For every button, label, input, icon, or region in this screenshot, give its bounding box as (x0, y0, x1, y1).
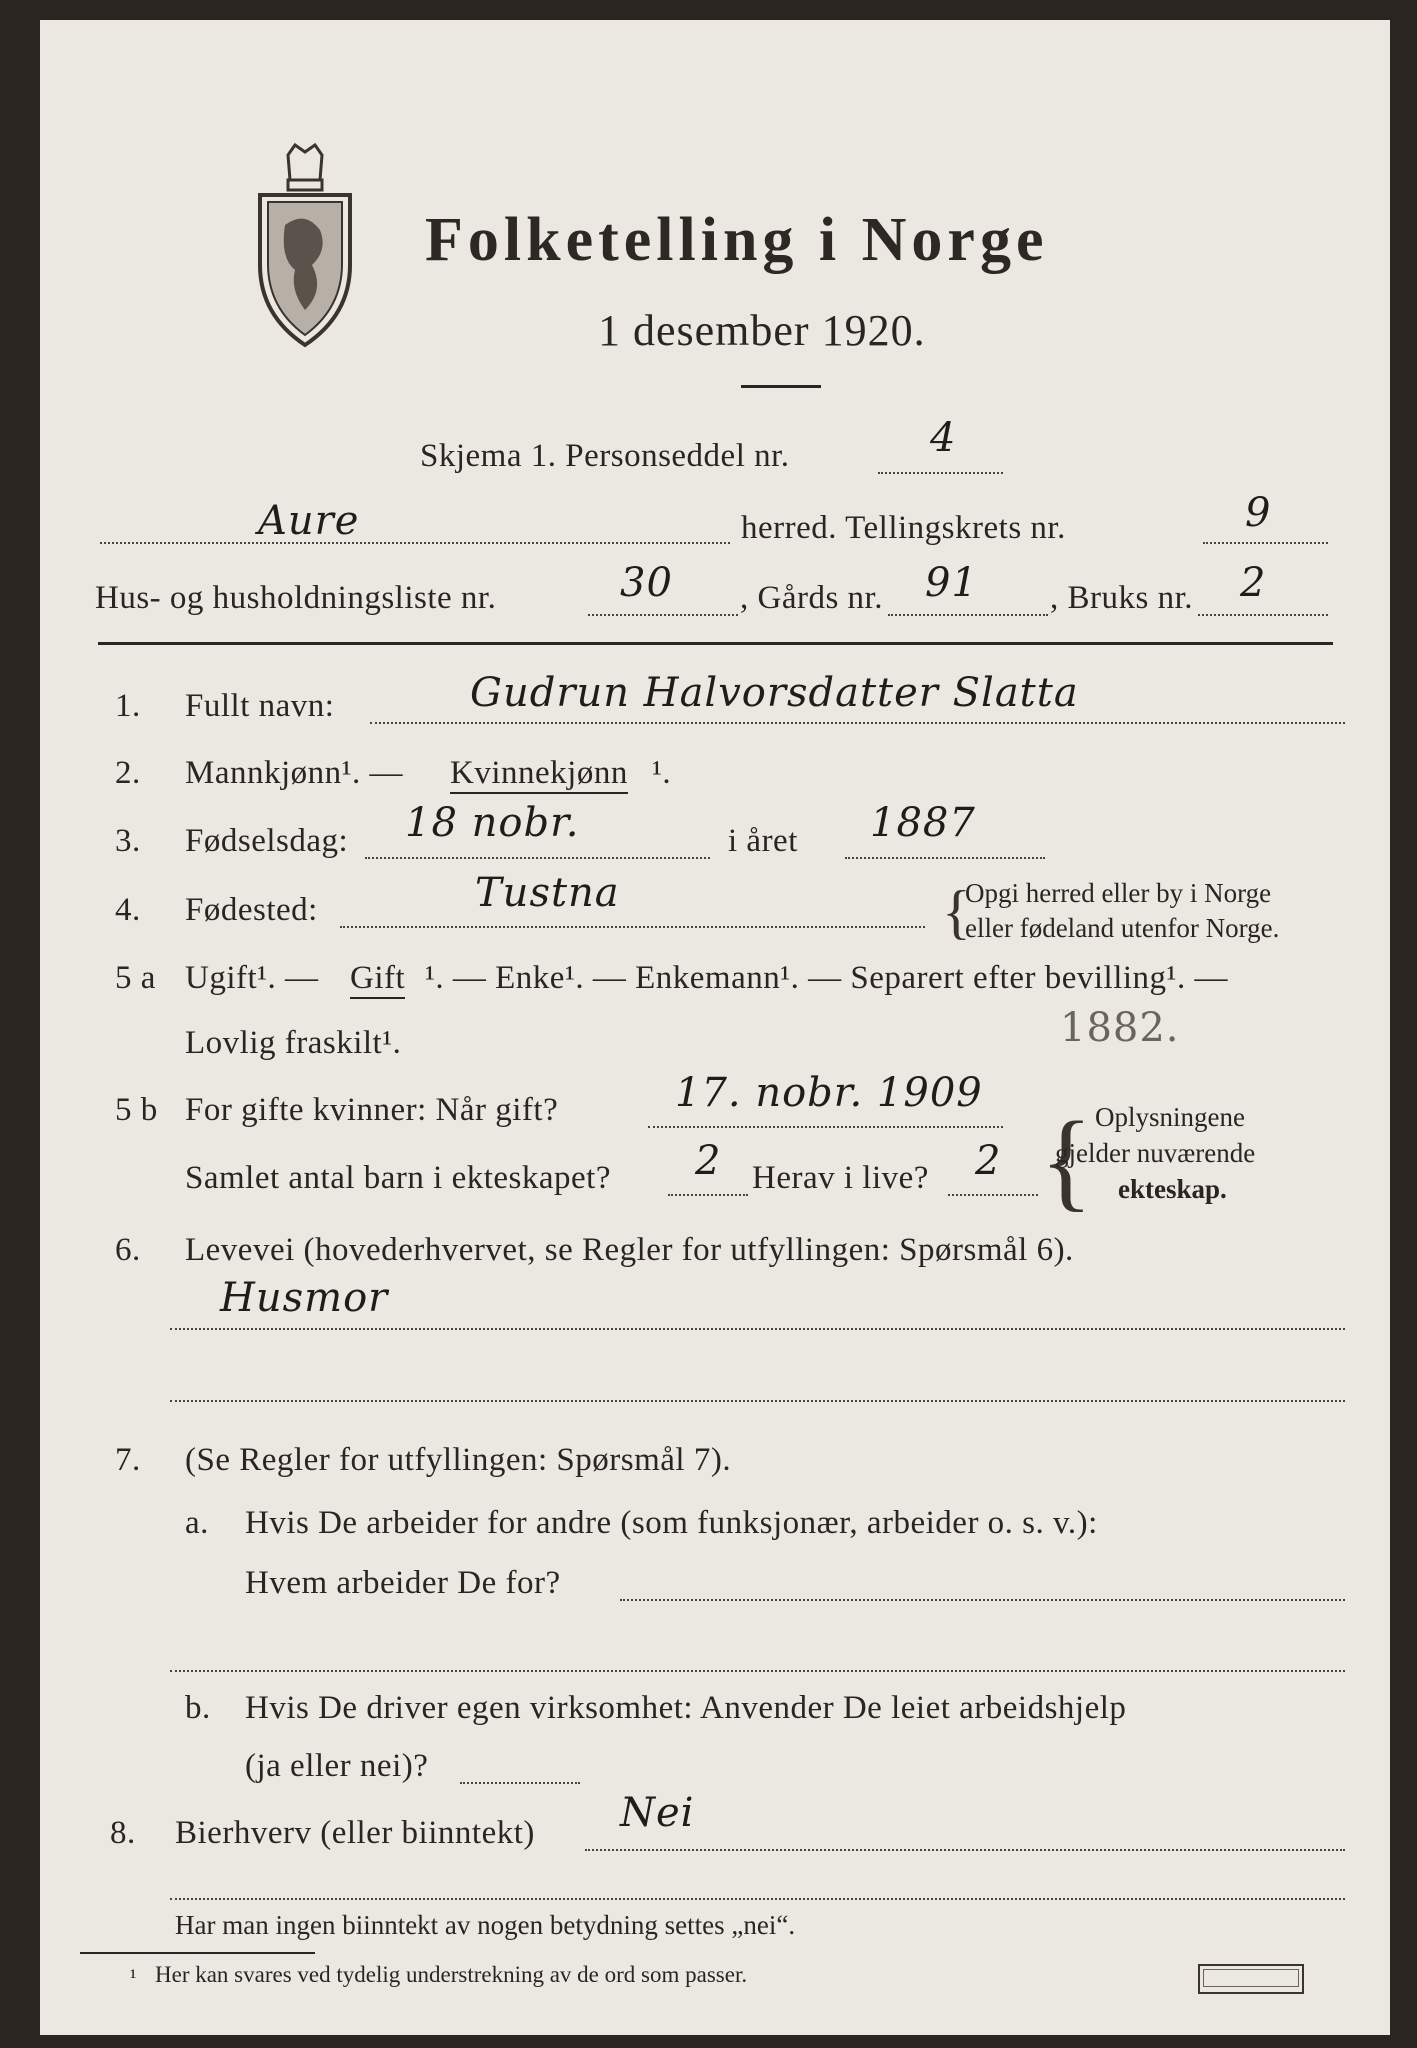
q5b-note-line2: gjelder nuværende (1055, 1138, 1256, 1168)
q5a-selected-option[interactable]: Gift (350, 960, 405, 999)
q4-label: Fødested: (185, 892, 318, 928)
margin-annotation: 1882. (1060, 1005, 1180, 1051)
q6-value[interactable]: Husmor (220, 1275, 389, 1321)
coat-of-arms-icon (250, 140, 360, 355)
q7b-label: Hvis De driver egen virksomhet: Anvender De leiet arbeidshjelp (245, 1690, 1127, 1726)
bruks-label: , Bruks nr. (1050, 580, 1194, 616)
title-divider (741, 385, 821, 388)
q7a-field-line (620, 1599, 1345, 1601)
skjema-label: Skjema 1. Personseddel nr. (420, 438, 790, 474)
q5b-children-label: Samlet antal barn i ekteskapet? (185, 1160, 612, 1196)
q8-number: 8. (110, 1815, 136, 1851)
q1-value[interactable]: Gudrun Halvorsdatter Slatta (470, 670, 1079, 716)
q3-label: Fødselsdag: (185, 823, 349, 859)
q3-day-field-line (365, 857, 710, 859)
q6-field-line-1 (170, 1328, 1345, 1330)
q4-note-line1: Opgi herred eller by i Norge (965, 878, 1272, 908)
q2-suffix: ¹. (652, 755, 672, 791)
q8-value[interactable]: Nei (620, 1790, 695, 1836)
q7a-field-line-2 (170, 1670, 1345, 1672)
husholdningsliste-value[interactable]: 30 (620, 560, 673, 606)
q7-label: (Se Regler for utfyllingen: Spørsmål 7). (185, 1442, 732, 1478)
q5b-note-line1: Oplysningene (1095, 1102, 1245, 1132)
q3-day-value[interactable]: 18 nobr. (405, 800, 580, 846)
q3-year-field-line (845, 857, 1045, 859)
q1-number: 1. (115, 688, 141, 724)
q1-field-line (370, 722, 1345, 724)
tellingskrets-value[interactable]: 9 (1245, 490, 1272, 536)
husholdningsliste-label: Hus- og husholdningsliste nr. (95, 580, 497, 616)
q4-field-line (340, 926, 925, 928)
tellingskrets-field-line (1203, 542, 1328, 544)
q6-field-line-2 (170, 1400, 1345, 1402)
footnote-marker: ¹ (130, 1965, 137, 1989)
q8-note: Har man ingen biinntekt av nogen betydning settes „nei“. (175, 1910, 796, 1940)
q4-value[interactable]: Tustna (475, 870, 620, 916)
q2-label: Mannkjønn¹. — (185, 755, 404, 791)
personseddel-field-line (878, 472, 1003, 474)
q6-label: Levevei (hovederhvervet, se Regler for utfyllingen: Spørsmål 6). (185, 1232, 1074, 1268)
q7-number: 7. (115, 1442, 141, 1478)
q5b-alive-label: Herav i live? (752, 1160, 929, 1196)
footnote-divider (80, 1952, 315, 1954)
q5b-children-field-line (668, 1194, 748, 1196)
q8-label: Bierhverv (eller biinntekt) (175, 1815, 535, 1851)
q7a-label: Hvis De arbeider for andre (som funksjonær, arbeider o. s. v.): (245, 1505, 1098, 1541)
footnote-text: Her kan svares ved tydelig understrekning av de ord som passer. (155, 1962, 748, 1987)
q7a-question: Hvem arbeider De for? (245, 1565, 561, 1601)
header-divider (98, 642, 1333, 645)
q8-field-line-2 (170, 1898, 1345, 1900)
q7b-field-line (460, 1782, 580, 1784)
form-title: Folketelling i Norge (425, 206, 1049, 274)
personseddel-value[interactable]: 4 (930, 415, 957, 461)
q3-year-value[interactable]: 1887 (870, 800, 976, 846)
q5a-number: 5 a (115, 960, 156, 996)
q4-note-line2: eller fødeland utenfor Norge. (965, 913, 1280, 943)
q5b-married-value[interactable]: 17. nobr. 1909 (675, 1070, 983, 1116)
herred-label: herred. Tellingskrets nr. (741, 510, 1066, 546)
herred-field-line (100, 542, 730, 544)
q2-number: 2. (115, 755, 141, 791)
q5b-note-line3: ekteskap. (1118, 1174, 1227, 1204)
q5b-married-field-line (648, 1126, 1003, 1128)
q5a-option-fraskilt: Lovlig fraskilt¹. (185, 1025, 402, 1061)
q7b-question: (ja eller nei)? (245, 1748, 429, 1784)
q5b-alive-field-line (948, 1194, 1038, 1196)
q5a-options-rest: ¹. — Enke¹. — Enkemann¹. — Separert efter bevilling¹. — (425, 960, 1228, 996)
q8-field-line (585, 1849, 1345, 1851)
q5b-brace: { (1040, 1099, 1093, 1221)
census-form-sheet (40, 20, 1390, 2035)
q5b-alive-value[interactable]: 2 (975, 1138, 1002, 1184)
q5a-option-ugift: Ugift¹. — (185, 960, 319, 996)
q4-brace: { (942, 879, 971, 945)
gards-value[interactable]: 91 (925, 560, 978, 606)
q7a-letter: a. (185, 1505, 209, 1541)
gards-field-line (888, 614, 1048, 616)
q7b-letter: b. (185, 1690, 211, 1726)
printer-stamp (1198, 1964, 1304, 1994)
bruks-field-line (1198, 614, 1328, 616)
q2-selected-option[interactable]: Kvinnekjønn (450, 755, 628, 794)
bruks-value[interactable]: 2 (1240, 560, 1267, 606)
q5b-label: For gifte kvinner: Når gift? (185, 1092, 559, 1128)
q6-number: 6. (115, 1232, 141, 1268)
q3-year-label: i året (728, 823, 798, 859)
herred-value[interactable]: Aure (258, 498, 360, 544)
q5b-number: 5 b (115, 1092, 158, 1128)
q4-number: 4. (115, 892, 141, 928)
gards-label: , Gårds nr. (740, 580, 883, 616)
q1-label: Fullt navn: (185, 688, 335, 724)
q3-number: 3. (115, 823, 141, 859)
q5b-children-value[interactable]: 2 (695, 1138, 722, 1184)
husholdningsliste-field-line (588, 614, 738, 616)
census-date: 1 desember 1920. (598, 306, 926, 355)
